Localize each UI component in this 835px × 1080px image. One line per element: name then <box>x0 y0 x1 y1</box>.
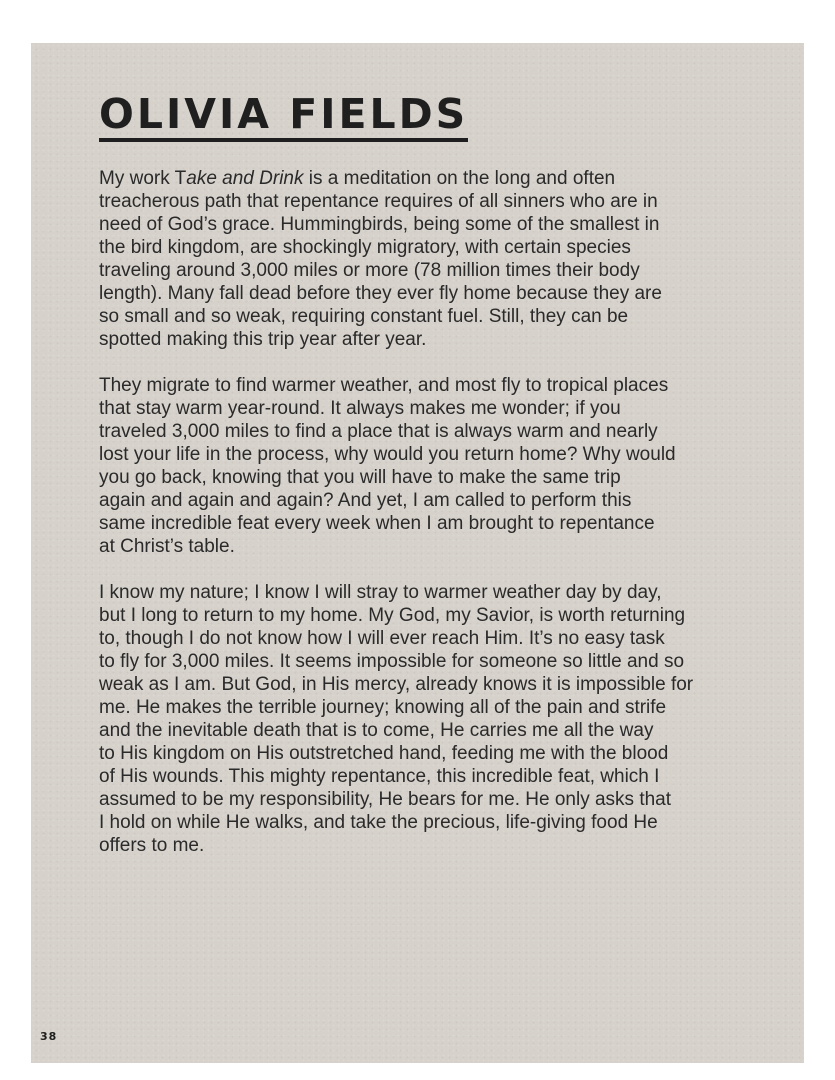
artwork-title: ake and Drink <box>186 168 304 189</box>
paragraph-line: the bird kingdom, are shockingly migratory, with certain species <box>99 237 631 258</box>
paragraph-line: you go back, knowing that you will have to make the same trip <box>99 467 621 488</box>
page-title: OLIVIA FIELDS <box>99 91 468 142</box>
paragraph-2 <box>99 374 749 558</box>
paragraph-line: need of God’s grace. Hummingbirds, being some of the smallest in <box>99 214 660 235</box>
paragraph-line: but I long to return to my home. My God, my Savior, is worth returning <box>99 605 686 626</box>
document-page <box>31 43 804 1063</box>
paragraph-line: so small and so weak, requiring constant fuel. Still, they can be <box>99 306 629 327</box>
paragraph-line: to fly for 3,000 miles. It seems impossible for someone so little and so <box>99 651 685 672</box>
paragraph-line: length). Many fall dead before they ever fly home because they are <box>99 283 662 304</box>
paragraph-3 <box>99 581 749 857</box>
paragraph-line: assumed to be my responsibility, He bears for me. He only asks that <box>99 789 672 810</box>
paragraph-line: to His kingdom on His outstretched hand, feeding me with the blood <box>99 743 669 764</box>
paragraph-line: of His wounds. This mighty repentance, this incredible feat, which I <box>99 766 660 787</box>
paragraph-line: lost your life in the process, why would you return home? Why would <box>99 444 676 465</box>
paragraph-line <box>99 167 749 190</box>
paragraph-line: traveled 3,000 miles to find a place that is always warm and nearly <box>99 421 658 442</box>
paragraph-line: and the inevitable death that is to come, He carries me all the way <box>99 720 654 741</box>
paragraph-line: at Christ’s table. <box>99 536 235 557</box>
paragraph-1 <box>99 167 749 351</box>
paragraph-line: traveling around 3,000 miles or more (78 million times their body <box>99 260 640 281</box>
paragraph-line: again and again and again? And yet, I am called to perform this <box>99 490 632 511</box>
paragraph-line: offers to me. <box>99 835 205 856</box>
paragraph-line: weak as I am. But God, in His mercy, already knows it is impossible for <box>99 674 694 695</box>
paragraph-line: spotted making this trip year after year. <box>99 329 427 350</box>
paragraph-line: same incredible feat every week when I am brought to repentance <box>99 513 655 534</box>
paragraph-line: They migrate to find warmer weather, and most fly to tropical places <box>99 375 669 396</box>
paragraph-line: treacherous path that repentance requires of all sinners who are in <box>99 191 658 212</box>
page-number: 38 <box>40 1030 58 1043</box>
body-text <box>99 167 749 880</box>
text-run: My work T <box>99 168 187 189</box>
paragraph-line: that stay warm year-round. It always makes me wonder; if you <box>99 398 621 419</box>
paragraph-line: to, though I do not know how I will ever reach Him. It’s no easy task <box>99 628 665 649</box>
paragraph-line: I know my nature; I know I will stray to warmer weather day by day, <box>99 582 662 603</box>
paragraph-line: me. He makes the terrible journey; knowing all of the pain and strife <box>99 697 667 718</box>
paragraph-line: I hold on while He walks, and take the precious, life-giving food He <box>99 812 658 833</box>
text-run: is a meditation on the long and often <box>303 168 616 189</box>
